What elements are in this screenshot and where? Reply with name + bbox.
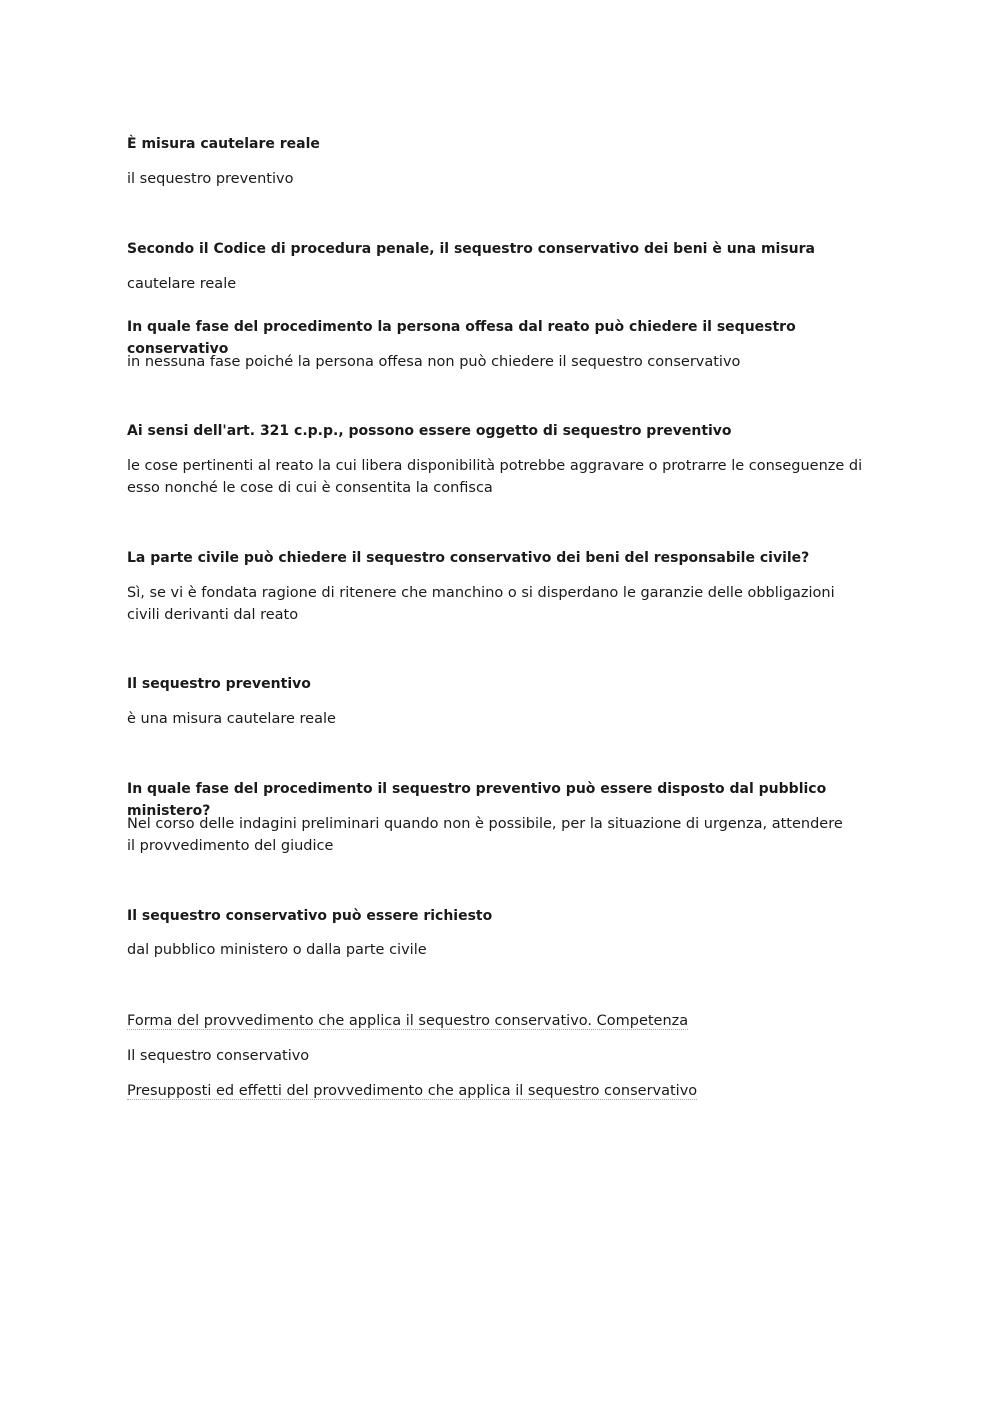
answer-5: Sì, se vi è fondata ragione di ritenere che manchino o si disperdano le garanzie delle obbligazioni civili derivanti dal reato xyxy=(127,585,835,623)
question-2: Secondo il Codice di procedura penale, il sequestro conservativo dei beni è una misura xyxy=(127,241,816,257)
answer-4: le cose pertinenti al reato la cui libera disponibilità potrebbe aggravare o protrarre le conseguenze di esso nonché le cose di cui è consentita la confisca xyxy=(127,458,863,496)
question-7: In quale fase del procedimento il sequestro preventivo può essere disposto dal pubblico ministero? xyxy=(127,781,827,819)
answer-6: è una misura cautelare reale xyxy=(127,711,336,727)
related-link-forma-provvedimento[interactable]: Forma del provvedimento che applica il sequestro conservativo. Competenza xyxy=(127,1013,689,1029)
question-1: È misura cautelare reale xyxy=(127,136,320,152)
answer-7: Nel corso delle indagini preliminari quando non è possibile, per la situazione di urgenza, attendere il provvedimento del giudice xyxy=(127,816,843,854)
answer-3: in nessuna fase poiché la persona offesa non può chiedere il sequestro conservativo xyxy=(127,354,741,370)
related-link-sequestro-conservativo[interactable]: Il sequestro conservativo xyxy=(127,1048,310,1064)
question-6: Il sequestro preventivo xyxy=(127,676,311,692)
answer-8: dal pubblico ministero o dalla parte civile xyxy=(127,942,427,958)
question-5: La parte civile può chiedere il sequestro conservativo dei beni del responsabile civile? xyxy=(127,550,810,566)
question-8: Il sequestro conservativo può essere richiesto xyxy=(127,908,493,924)
related-link-presupposti-effetti[interactable]: Presupposti ed effetti del provvedimento che applica il sequestro conservativo xyxy=(127,1083,698,1099)
question-4: Ai sensi dell'art. 321 c.p.p., possono essere oggetto di sequestro preventivo xyxy=(127,423,732,439)
question-3: In quale fase del procedimento la persona offesa dal reato può chiedere il sequestro conservativo xyxy=(127,319,796,357)
answer-2: cautelare reale xyxy=(127,276,237,292)
answer-1: il sequestro preventivo xyxy=(127,171,294,187)
